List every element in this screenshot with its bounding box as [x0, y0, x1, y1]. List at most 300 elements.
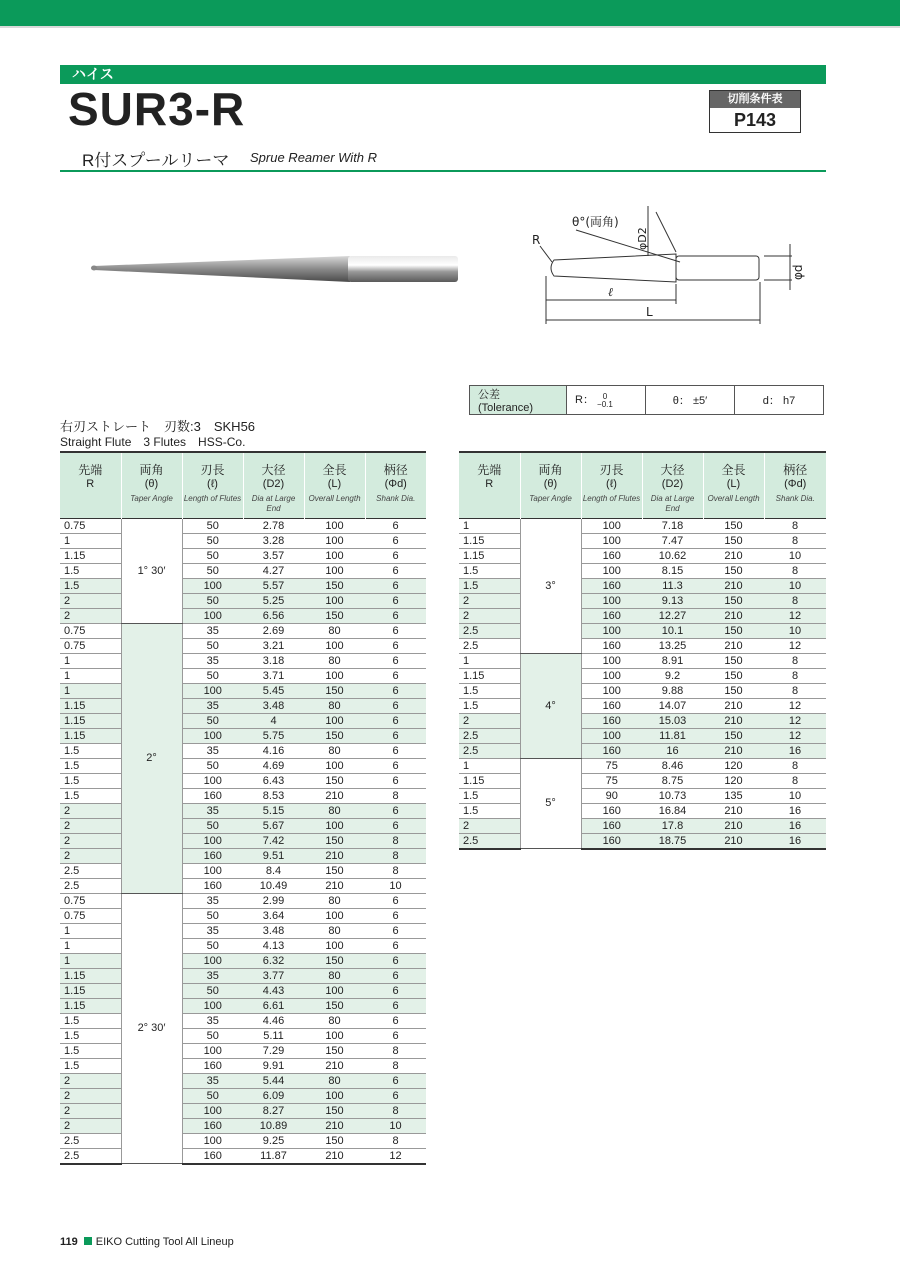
table-cell: 100: [304, 563, 365, 578]
table-cell: 150: [703, 653, 764, 668]
page-number: 119: [60, 1236, 78, 1248]
table-cell: 100: [304, 938, 365, 953]
table-cell: 1.5: [60, 773, 121, 788]
table-cell: 50: [182, 668, 243, 683]
table-cell: 1.5: [459, 563, 520, 578]
table-cell: 2: [60, 1073, 121, 1088]
d-label: φd: [791, 264, 805, 280]
table-cell: 50: [182, 758, 243, 773]
table-cell: 10.1: [642, 623, 703, 638]
table-cell: 160: [581, 578, 642, 593]
table-cell: 100: [304, 758, 365, 773]
table-cell: 80: [304, 1073, 365, 1088]
table-cell: 160: [581, 713, 642, 728]
table-cell: 8.15: [642, 563, 703, 578]
table-cell: 1.5: [60, 1058, 121, 1073]
reamer-tip: [91, 266, 97, 271]
table-cell: 6: [365, 563, 426, 578]
table-cell: 12: [365, 1148, 426, 1164]
table-row: [60, 1058, 426, 1073]
table-row: [60, 968, 426, 983]
taper-angle-cell: 3°: [520, 518, 581, 653]
size-table-left: [60, 451, 426, 1165]
table-row: [459, 608, 826, 623]
table-cell: 160: [182, 1148, 243, 1164]
table-cell: 100: [304, 1088, 365, 1103]
table-cell: 8: [365, 788, 426, 803]
table-cell: 17.8: [642, 818, 703, 833]
table-cell: 1: [60, 653, 121, 668]
table-cell: 100: [304, 983, 365, 998]
table-cell: 160: [581, 638, 642, 653]
r-leader: [540, 246, 552, 262]
table-cell: 150: [304, 683, 365, 698]
reamer-diagram: [520, 200, 810, 340]
table-cell: 6: [365, 668, 426, 683]
tolerance-theta: θ： ±5′: [646, 386, 735, 415]
table-row: [60, 698, 426, 713]
table-cell: 2: [60, 818, 121, 833]
table-cell: 100: [304, 638, 365, 653]
table-cell: 2.99: [243, 893, 304, 908]
table-cell: 18.75: [642, 833, 703, 849]
table-cell: 4.13: [243, 938, 304, 953]
taper-angle-cell: 5°: [520, 758, 581, 849]
table-cell: 1.15: [60, 998, 121, 1013]
table-cell: 9.25: [243, 1133, 304, 1148]
table-row: [459, 518, 826, 533]
table-cell: 100: [182, 608, 243, 623]
table-row: [60, 1118, 426, 1133]
table-cell: 210: [304, 848, 365, 863]
table-cell: 80: [304, 893, 365, 908]
table-cell: 100: [182, 728, 243, 743]
table-cell: 100: [581, 518, 642, 533]
table-cell: 100: [304, 818, 365, 833]
table-cell: 150: [304, 863, 365, 878]
table-cell: 160: [581, 818, 642, 833]
table-cell: 14.07: [642, 698, 703, 713]
table-row: [459, 638, 826, 653]
table-cell: 50: [182, 1088, 243, 1103]
table-row: [60, 548, 426, 563]
table-cell: 1.15: [459, 668, 520, 683]
column-header-1: 両角 (θ) Taper Angle: [121, 452, 182, 518]
table-row: [459, 818, 826, 833]
table-cell: 8: [764, 683, 826, 698]
table-cell: 6.43: [243, 773, 304, 788]
table-cell: 8: [365, 1043, 426, 1058]
table-cell: 3.64: [243, 908, 304, 923]
footer-text: EIKO Cutting Tool All Lineup: [95, 1236, 234, 1248]
table-cell: 6: [365, 713, 426, 728]
table-cell: 6: [365, 638, 426, 653]
table-cell: 50: [182, 563, 243, 578]
table-cell: 210: [703, 818, 764, 833]
table-cell: 1: [60, 938, 121, 953]
table-cell: 100: [581, 623, 642, 638]
table-row: [60, 518, 426, 533]
spec-en: Straight Flute 3 Flutes HSS-Co.: [60, 435, 246, 449]
table-cell: 8: [764, 518, 826, 533]
table-row: [459, 728, 826, 743]
table-cell: 2: [459, 818, 520, 833]
table-cell: 2.78: [243, 518, 304, 533]
table-cell: 1.15: [60, 698, 121, 713]
table-row: [60, 908, 426, 923]
table-cell: 210: [703, 803, 764, 818]
table-cell: 80: [304, 743, 365, 758]
table-cell: 7.47: [642, 533, 703, 548]
table-cell: 0.75: [60, 623, 121, 638]
table-cell: 160: [182, 788, 243, 803]
table-cell: 8.4: [243, 863, 304, 878]
table-cell: 1.5: [459, 698, 520, 713]
table-cell: 100: [182, 578, 243, 593]
table-row: [459, 668, 826, 683]
table-cell: 160: [182, 848, 243, 863]
top-green-bar: [0, 0, 900, 26]
diagram-shank: [676, 256, 759, 280]
table-cell: 0.75: [60, 893, 121, 908]
table-cell: 2.5: [60, 1148, 121, 1164]
table-cell: 1.15: [60, 713, 121, 728]
table-cell: 1: [60, 533, 121, 548]
table-cell: 2: [60, 608, 121, 623]
table-cell: 90: [581, 788, 642, 803]
table-cell: 1.15: [459, 773, 520, 788]
theta-line-2: [656, 212, 676, 252]
table-cell: 6: [365, 773, 426, 788]
table-cell: 4.46: [243, 1013, 304, 1028]
table-cell: 10.62: [642, 548, 703, 563]
table-cell: 100: [304, 548, 365, 563]
table-cell: 160: [581, 608, 642, 623]
table-cell: 210: [703, 743, 764, 758]
table-row: [60, 1013, 426, 1028]
column-header-2: 刃長 (ℓ) Length of Flutes: [182, 452, 243, 518]
table-cell: 1: [459, 758, 520, 773]
table-cell: 6: [365, 728, 426, 743]
table-cell: 10.49: [243, 878, 304, 893]
table-cell: 75: [581, 773, 642, 788]
table-row: [60, 728, 426, 743]
table-cell: 8.53: [243, 788, 304, 803]
table-cell: 35: [182, 923, 243, 938]
taper-angle-cell: 1° 30′: [121, 518, 182, 623]
table-cell: 2: [60, 803, 121, 818]
column-header-4: 全長 (L) Overall Length: [304, 452, 365, 518]
table-cell: 1.5: [459, 578, 520, 593]
table-row: [60, 848, 426, 863]
table-cell: 80: [304, 653, 365, 668]
table-cell: 6: [365, 593, 426, 608]
table-cell: 50: [182, 548, 243, 563]
table-cell: 100: [581, 563, 642, 578]
table-row: [60, 1028, 426, 1043]
table-cell: 1: [459, 518, 520, 533]
table-cell: 100: [182, 683, 243, 698]
product-model: SUR3-R: [68, 83, 246, 135]
table-row: [60, 833, 426, 848]
table-row: [459, 803, 826, 818]
column-header-3: 大径 (D2) Dia at Large End: [642, 452, 703, 518]
table-cell: 8: [365, 1133, 426, 1148]
table-cell: 5.75: [243, 728, 304, 743]
table-cell: 3.21: [243, 638, 304, 653]
table-cell: 1.15: [60, 968, 121, 983]
table-cell: 8: [764, 593, 826, 608]
column-header-0: 先端 R: [459, 452, 520, 518]
table-cell: 3.71: [243, 668, 304, 683]
table-cell: 35: [182, 1073, 243, 1088]
table-cell: 1.15: [60, 548, 121, 563]
spec-jp: 右刃ストレート 刃数:3 SKH56: [60, 419, 256, 434]
table-cell: 2: [60, 833, 121, 848]
table-cell: 6: [365, 608, 426, 623]
table-cell: 2: [459, 593, 520, 608]
column-header-5: 柄径 (Φd) Shank Dia.: [764, 452, 826, 518]
table-row: [60, 788, 426, 803]
table-cell: 8: [365, 1058, 426, 1073]
table-cell: 3.48: [243, 923, 304, 938]
table-cell: 160: [182, 1058, 243, 1073]
table-cell: 50: [182, 1028, 243, 1043]
table-cell: 210: [703, 608, 764, 623]
table-cell: 1.5: [60, 788, 121, 803]
table-row: [60, 1043, 426, 1058]
table-cell: 1.5: [60, 1043, 121, 1058]
table-cell: 100: [581, 653, 642, 668]
table-cell: 6: [365, 818, 426, 833]
table-cell: 8.27: [243, 1103, 304, 1118]
table-cell: 6.32: [243, 953, 304, 968]
table-row: [60, 578, 426, 593]
table-cell: 12: [764, 638, 826, 653]
table-cell: 210: [304, 1058, 365, 1073]
table-cell: 50: [182, 593, 243, 608]
table-cell: 1.5: [60, 1013, 121, 1028]
table-cell: 35: [182, 743, 243, 758]
ell-label: ℓ: [608, 285, 613, 299]
table-cell: 35: [182, 968, 243, 983]
table-row: [60, 668, 426, 683]
table-cell: 13.25: [642, 638, 703, 653]
table-cell: 9.88: [642, 683, 703, 698]
footer: [60, 1236, 234, 1248]
table-row: [459, 743, 826, 758]
table-cell: 80: [304, 923, 365, 938]
table-cell: 1.5: [60, 563, 121, 578]
table-cell: 8: [365, 833, 426, 848]
table-cell: 5.15: [243, 803, 304, 818]
table-cell: 6: [365, 533, 426, 548]
table-cell: 150: [304, 953, 365, 968]
r-label: R: [532, 233, 541, 247]
table-cell: 8: [764, 533, 826, 548]
column-header-3: 大径 (D2) Dia at Large End: [243, 452, 304, 518]
table-cell: 2: [60, 848, 121, 863]
table-cell: 35: [182, 698, 243, 713]
table-row: [60, 1133, 426, 1148]
table-row: [459, 758, 826, 773]
table-cell: 2.5: [459, 623, 520, 638]
table-cell: 210: [703, 833, 764, 849]
table-cell: 100: [182, 1103, 243, 1118]
table-cell: 35: [182, 893, 243, 908]
table-row: [60, 563, 426, 578]
table-cell: 150: [703, 668, 764, 683]
table-cell: 4: [243, 713, 304, 728]
table-cell: 9.51: [243, 848, 304, 863]
table-cell: 16: [764, 833, 826, 849]
table-cell: 12: [764, 608, 826, 623]
table-cell: 6.61: [243, 998, 304, 1013]
table-cell: 100: [581, 668, 642, 683]
table-cell: 6.56: [243, 608, 304, 623]
tolerance-d: d： h7: [735, 386, 824, 415]
table-row: [60, 1073, 426, 1088]
table-cell: 4.43: [243, 983, 304, 998]
table-cell: 0.75: [60, 908, 121, 923]
table-cell: 210: [703, 713, 764, 728]
reamer-shank: [348, 256, 458, 282]
table-cell: 135: [703, 788, 764, 803]
table-cell: 1.5: [60, 743, 121, 758]
table-cell: 150: [304, 998, 365, 1013]
table-row: [60, 593, 426, 608]
table-cell: 8: [764, 563, 826, 578]
taper-angle-cell: 2°: [121, 623, 182, 893]
table-row: [459, 563, 826, 578]
table-cell: 150: [304, 578, 365, 593]
size-table-right: [459, 451, 826, 850]
table-cell: 10: [764, 623, 826, 638]
table-cell: 160: [581, 743, 642, 758]
table-cell: 6: [365, 998, 426, 1013]
table-cell: 150: [703, 533, 764, 548]
table-cell: 15.03: [642, 713, 703, 728]
tolerance-table: [469, 385, 824, 415]
table-cell: 11.87: [243, 1148, 304, 1164]
table-cell: 2.5: [459, 833, 520, 849]
table-row: [459, 833, 826, 849]
table-row: [459, 683, 826, 698]
table-cell: 1.5: [60, 578, 121, 593]
table-cell: 100: [581, 728, 642, 743]
table-cell: 6: [365, 578, 426, 593]
tolerance-label: 公差 (Tolerance): [470, 386, 567, 415]
table-cell: 6: [365, 1028, 426, 1043]
table-cell: 100: [182, 953, 243, 968]
tolerance-r-upper: 0: [602, 391, 608, 401]
table-cell: 9.13: [642, 593, 703, 608]
table-cell: 160: [581, 548, 642, 563]
table-row: [60, 713, 426, 728]
table-cell: 6: [365, 1013, 426, 1028]
table-cell: 5.45: [243, 683, 304, 698]
table-cell: 2: [459, 713, 520, 728]
reamer-photo: [80, 240, 470, 300]
table-row: [60, 1103, 426, 1118]
table-row: [459, 533, 826, 548]
table-cell: 6: [365, 653, 426, 668]
table-cell: 8: [365, 863, 426, 878]
table-cell: 9.91: [243, 1058, 304, 1073]
table-cell: 6: [365, 698, 426, 713]
table-cell: 150: [703, 683, 764, 698]
table-cell: 150: [703, 563, 764, 578]
table-cell: 160: [581, 698, 642, 713]
table-cell: 8: [764, 653, 826, 668]
table-cell: 210: [304, 788, 365, 803]
table-row: [459, 773, 826, 788]
table-cell: 80: [304, 1013, 365, 1028]
table-row: [60, 863, 426, 878]
table-cell: 3.77: [243, 968, 304, 983]
table-cell: 100: [182, 773, 243, 788]
table-cell: 1.5: [459, 683, 520, 698]
table-cell: 210: [703, 698, 764, 713]
table-cell: 120: [703, 773, 764, 788]
table-row: [60, 758, 426, 773]
table-row: [60, 923, 426, 938]
table-cell: 6: [365, 803, 426, 818]
table-cell: 16: [764, 743, 826, 758]
table-cell: 8: [365, 1103, 426, 1118]
table-cell: 50: [182, 518, 243, 533]
table-cell: 150: [304, 833, 365, 848]
table-cell: 6: [365, 623, 426, 638]
table-row: [459, 653, 826, 668]
table-cell: 1.5: [459, 803, 520, 818]
table-cell: 6: [365, 968, 426, 983]
table-cell: 80: [304, 623, 365, 638]
table-cell: 210: [703, 638, 764, 653]
table-cell: 1.5: [60, 1028, 121, 1043]
table-cell: 5.11: [243, 1028, 304, 1043]
table-cell: 3.48: [243, 698, 304, 713]
table-cell: 6: [365, 1088, 426, 1103]
table-cell: 50: [182, 818, 243, 833]
table-cell: 1: [60, 683, 121, 698]
table-cell: 10.89: [243, 1118, 304, 1133]
table-cell: 6: [365, 983, 426, 998]
table-cell: 6: [365, 908, 426, 923]
table-cell: 16: [642, 743, 703, 758]
cutting-conditions-label: 切削条件表: [710, 91, 800, 108]
table-cell: 150: [304, 608, 365, 623]
table-cell: 150: [703, 518, 764, 533]
table-cell: 9.2: [642, 668, 703, 683]
theta-label: θ°(両角): [572, 215, 619, 229]
table-cell: 100: [182, 863, 243, 878]
table-cell: 6: [365, 893, 426, 908]
table-row: [459, 623, 826, 638]
column-header-5: 柄径 (Φd) Shank Dia.: [365, 452, 426, 518]
table-row: [60, 878, 426, 893]
cutting-conditions-box[interactable]: [709, 90, 801, 133]
table-cell: 160: [182, 1118, 243, 1133]
l-label: L: [646, 305, 653, 319]
table-row: [60, 1148, 426, 1164]
table-row: [60, 803, 426, 818]
table-cell: 8: [365, 848, 426, 863]
table-cell: 4.69: [243, 758, 304, 773]
table-row: [60, 983, 426, 998]
table-cell: 120: [703, 758, 764, 773]
table-cell: 10: [764, 548, 826, 563]
